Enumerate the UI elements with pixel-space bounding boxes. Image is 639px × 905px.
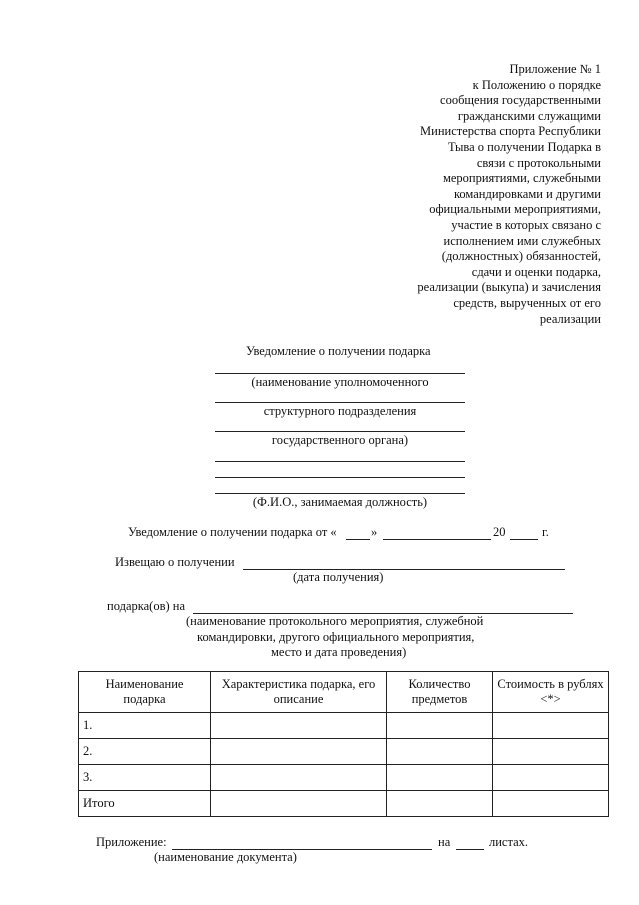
table-header-cell: Характеристика подарка, его описание <box>211 672 387 713</box>
appendix-line: реализации (выкупа) и зачисления <box>417 280 601 295</box>
table-cell <box>387 739 493 765</box>
table-cell <box>387 713 493 739</box>
row-label: 3. <box>79 765 211 791</box>
recipient-blank-line <box>215 431 465 432</box>
table-row <box>79 713 609 739</box>
receipt-label: Извещаю о получении <box>115 555 235 569</box>
appendix-line: исполнением ими служебных <box>443 233 601 248</box>
row-label: Итого <box>79 791 211 817</box>
document-title: Уведомление о получении подарка <box>246 344 431 358</box>
appendix-line: сообщения государственными <box>440 93 601 108</box>
fio-hint: (Ф.И.О., занимаемая должность) <box>252 495 428 509</box>
table-cell <box>493 791 609 817</box>
table-cell <box>493 713 609 739</box>
table-header-cell: Количество предметов <box>387 672 493 713</box>
row-label: 2. <box>79 739 211 765</box>
table-cell <box>211 791 387 817</box>
event-hint: (наименование протокольного мероприятия, служебной <box>186 614 484 628</box>
appendix-line: связи с протокольными <box>476 155 601 170</box>
table-cell <box>387 765 493 791</box>
appendix-line: мероприятиями, служебными <box>442 171 601 186</box>
table-cell <box>211 713 387 739</box>
row-label: 1. <box>79 713 211 739</box>
appendix-line: сдачи и оценки подарка, <box>471 264 601 279</box>
gifts-on-label: подарка(ов) на <box>107 599 186 613</box>
notification-date-prefix: Уведомление о получении подарка от « <box>128 525 337 539</box>
appendix-line: участие в которых связано с <box>451 217 601 232</box>
event-hint: командировки, другого официального мероприятия, <box>197 630 475 644</box>
attachment-on: на <box>438 835 451 849</box>
appendix-line: командировками и другими <box>453 186 601 201</box>
table-header-row <box>79 672 609 713</box>
table-cell <box>211 765 387 791</box>
table-cell <box>493 739 609 765</box>
table-cell <box>387 791 493 817</box>
day-blank <box>346 539 370 540</box>
table-row <box>79 739 609 765</box>
table-row <box>79 791 609 817</box>
table-header-cell: Стоимость в рублях <*> <box>493 672 609 713</box>
recipient-blank-line <box>215 373 465 374</box>
appendix-line: гражданскими служащими <box>457 108 601 123</box>
notification-date-close: » <box>371 525 378 539</box>
table-row <box>79 765 609 791</box>
receipt-hint: (дата получения) <box>293 570 384 584</box>
year-prefix: 20 <box>493 525 506 539</box>
appendix-line: средств, вырученных от его <box>453 295 601 310</box>
appendix-line: Министерства спорта Республики <box>420 124 601 139</box>
receipt-date-blank <box>243 569 565 570</box>
appendix-line: Тыва о получении Подарка в <box>447 139 601 154</box>
gifts-table <box>78 671 609 817</box>
fio-blank-line <box>215 477 465 478</box>
attachment-label: Приложение: <box>96 835 167 849</box>
appendix-line: (должностных) обязанностей, <box>441 249 601 264</box>
recipient-blank-line <box>215 402 465 403</box>
sheets-count-blank <box>456 849 484 850</box>
table-cell <box>493 765 609 791</box>
year-suffix: г. <box>542 525 549 539</box>
appendix-header <box>361 62 601 327</box>
recipient-hint: государственного органа) <box>271 433 409 447</box>
table-header-cell: Наименование подарка <box>79 672 211 713</box>
attachment-hint: (наименование документа) <box>154 850 297 864</box>
recipient-hint: структурного подразделения <box>263 404 417 418</box>
appendix-line: к Положению о порядке <box>472 77 601 92</box>
attachment-sheets: листах. <box>489 835 529 849</box>
fio-blank-line <box>215 461 465 462</box>
table-cell <box>211 739 387 765</box>
year-blank <box>510 539 538 540</box>
fio-blank-line <box>215 493 465 494</box>
month-blank <box>383 539 491 540</box>
appendix-line: реализации <box>539 311 601 326</box>
appendix-line: Приложение № 1 <box>509 62 601 76</box>
event-hint: место и дата проведения) <box>271 645 407 659</box>
appendix-line: официальными мероприятиями, <box>429 202 601 217</box>
recipient-hint: (наименование уполномоченного <box>251 375 429 389</box>
